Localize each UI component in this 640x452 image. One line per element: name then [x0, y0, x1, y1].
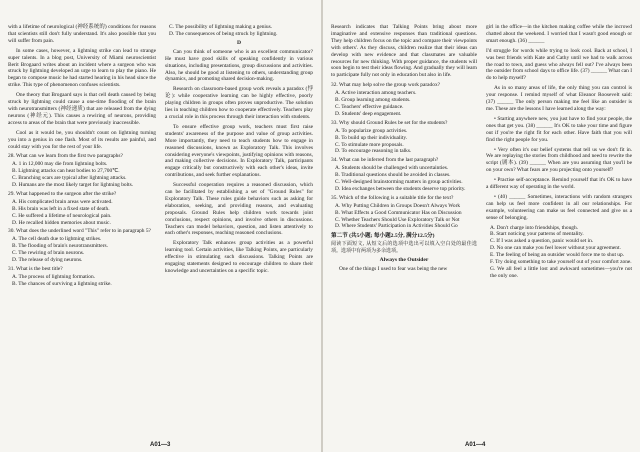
paragraph: Can you think of someone who is an excellent communicator? He must have good skills of speaking confidently in various situations, including presentations, group discussions and activities. Also, he should be good at listening to others, understanding group dynamics, and promoting shared decision-making.: [165, 48, 313, 83]
answer-option: B. What Effects a Good Communicator Has on Discussion: [335, 209, 462, 216]
paragraph: Cool as it would be, you shouldn't count on lightning turning you into a genius in one flash. Most of its results are painful, and could stay with you for the rest of your life.: [8, 129, 156, 150]
answer-option: C. If I was asked a question, panic would set in.: [490, 238, 594, 245]
paragraph: I'd struggle for words while trying to look cool. Back at school, I was best friends with Kate and Cathy until we had to walk across the road to town, and guess who always fell out? I've always been the outsider from school days to office life. (37) ______ What can I do to help myself?: [486, 47, 632, 82]
answer-option: A. Students should be challenged with uncertainties.: [335, 165, 449, 172]
paragraph: girl in the office—in the kitchen making coffee while the incrowd chatted about the weekend. I worried that I wasn't good enough or smart enough. (36) ______: [486, 24, 632, 44]
answer-option: A. To popularize group activities.: [335, 127, 408, 134]
instructions: 阅读下面短文, 从短文后的选项中选出可以填入空白处的最佳选项。选项中有两项为多余选项。: [331, 241, 477, 255]
question-stem: 32. What may help solve the group work paradox?: [331, 82, 441, 89]
paragraph: In some cases, however, a lightning strike can lead to strange super talents. In a blog post, University of Miami neuroscientist Berit Brogaard writes about an incident where a surgeon who was struck by lightning developed an urge to learn to play the piano. He began to compose music he had started hearing in his head since the strike. This type of phenomenon confuses scientists.: [8, 47, 156, 89]
answer-option: C. He suffered a lifetime of neurological pain.: [12, 212, 112, 219]
right-page-column-2: [486, 24, 632, 280]
answer-option: D. Students' deep engagement.: [335, 110, 402, 117]
question-stem: 35. Which of the following is a suitable title for the text?: [331, 194, 454, 201]
answer-option: C. To stimulate more proposals.: [335, 141, 404, 148]
answer-option: D. Where Students' Participation in Activities Should Go: [335, 223, 458, 230]
paragraph: • Very often it's our belief systems that tell us we don't fit in. We are replaying the stories from childhood and need to rewrite the script (剧本). (39) ______ When are you assuming that you'll be on your own? What fears are you projecting onto yourself?: [486, 146, 632, 174]
question-stem: 30. What does the underlined word "This" refer to in paragraph 5?: [8, 228, 151, 235]
section-heading: 第二节 (共5小题; 每小题2.5分, 满分12.5分): [331, 233, 435, 240]
left-page-number: A01—3: [150, 442, 171, 448]
answer-option: C. Whether Teachers Should Use Exploratory Talk or Not: [335, 216, 460, 223]
answer-option: B. Traditional questions should be avoided in classes.: [335, 172, 451, 179]
question-stem: 29. What happened to the surgeon after the strike?: [8, 190, 117, 197]
paragraph: Successful cooperation requires a reasoned discussion, which can be facilitated by establishing a set of "Ground Rules" for Exploratory Talk. These rules guide behaviors such as asking for elaboration, seeking, and providing reasons, and evaluating proposals. Ground Rules help children work towards joint conclusions, respect opinions, and involve others in discussions. Teachers can model behaviors, question, and listen attentively to each other's responses, reaching reasoned conclusions.: [165, 182, 313, 237]
answer-option: A. The cell death due to lightning strikes.: [12, 236, 102, 243]
paragraph: Research on classroom-based group work reveals a paradox (悖论): while cooperative learning can be highly effective, poorly playing children in groups often proves unproductive. The solution lies in teaching children how to cooperate effectively. Teachers play a crucial role in this process through their interaction with students.: [165, 86, 313, 120]
answer-option: E. The feeling of being an outsider would force me to shut up.: [490, 252, 625, 259]
right-page-column-1: [331, 24, 477, 280]
answer-option: C. Branching scars are typical after lightning attacks.: [12, 175, 127, 182]
paragraph: • Practise self-acceptance. Remind yourself that it's OK to have a different way of operating in the world.: [486, 177, 632, 191]
answer-option: C. Well-designed brainstorming matters in group activities.: [335, 179, 463, 186]
answer-option: D. He recalled hidden memories about music.: [12, 219, 111, 226]
answer-option: B. The flooding of brain's neurotransmitters.: [12, 243, 108, 250]
paragraph: To ensure effective group work, teachers must first raise students' awareness of the purpose and value of group activities. More importantly, they need to teach students how to engage in reasoned discussions, known as Exploratory Talk. This involves considering everyone's viewpoints, justifying opinions with reasons, and making collective decisions. In Exploratory Talk, participants engage critically but constructively with each other's ideas, invite contributions, and seek further explanations.: [165, 123, 313, 179]
question-stem: 31. What is the best title?: [8, 266, 63, 272]
answer-option: F. Try doing something to take yourself out of your comfort zone.: [490, 259, 632, 266]
answer-option: C. Teachers' effective guidance.: [335, 103, 404, 110]
paragraph: Research indicates that Talking Points bring about more imaginative and extensive responses than traditional questions. They help children focus on the topic and compare their viewpoints with others'. As they discuss, children realize that their ideas can develop with new evidence and that classmates are valuable resources for new thinking. With proper guidance, the students will soon begin to test their ideas flowing. And gradually they will learn to participate fully not only in education but also in life.: [331, 24, 477, 79]
paragraph: As in so many areas of life, the only thing you can control is your response. I remind myself of what Eleanor Roosevelt said: (37) ______ The only person making me feel like an outsider is me. These are the lessons I have learned along the way:: [486, 85, 632, 112]
answer-option: A. Why Putting Children in Groups Doesn't Always Work: [335, 202, 461, 209]
paragraph: One of the things I used to fear was being the new: [339, 265, 448, 272]
answer-option: D. To encourage reasoning in talks.: [335, 148, 412, 155]
answer-option: D. Humans are the most likely target for lightning bolts.: [12, 182, 134, 189]
answer-option: A. The process of lightning formation.: [12, 273, 95, 280]
answer-option: B. Lightning attacks can heat bodies to 27,700℃.: [12, 168, 120, 175]
question-stem: 34. What can be inferred from the last paragraph?: [331, 157, 439, 164]
answer-option: D. The consequences of being struck by lightning.: [169, 30, 278, 37]
answer-option: B. His brain was left in a fixed state of death.: [12, 205, 110, 212]
left-page-column-1: [8, 24, 156, 288]
left-page-column-2: [165, 24, 313, 288]
answer-option: B. Group learning among students.: [335, 97, 411, 104]
answer-option: D. The release of dying neurons.: [12, 257, 83, 264]
answer-option: B. The chances of surviving a lightning strike.: [12, 280, 112, 287]
right-page: [323, 0, 640, 452]
answer-option: B. To build up their individuality.: [335, 134, 408, 141]
question-stem: 33. Why should Ground Rules be set for the students?: [331, 119, 448, 126]
answer-option: A. Don't charge into friendships, though.: [490, 224, 579, 231]
answer-option: C. The possibility of lightning making a genius.: [169, 24, 273, 30]
paragraph: Exploratory Talk enhances group activities as a powerful learning tool. Certain activities, like Talking Points, are particularly effective in stimulating such discussions. Talking Points are engaging statements designed to encourage children to share their knowledge and uncertainties on a specific topic.: [165, 240, 313, 274]
answer-option: B. Start noticing your patterns of mentality.: [490, 231, 584, 238]
question-stem: 28. What can we learn from the first two paragraphs?: [8, 153, 123, 160]
answer-option: D. No one can make you feel lower without your agreement.: [490, 245, 621, 252]
paragraph: with a lifetime of neurological (神经系统的) conditions for reasons that scientists still don't fully understand. It's also possible that you will suffer from pain.: [8, 24, 156, 44]
answer-option: A. His complicated brain areas were activated.: [12, 198, 113, 205]
right-page-number: A01—4: [465, 442, 486, 448]
answer-option: A. Active interaction among teachers.: [335, 90, 417, 97]
answer-option: G. We all feel a little lost and awkward sometimes—you're not the only one.: [490, 266, 632, 279]
heading: Always the Outsider: [379, 256, 429, 263]
paragraph: • Starting anywhere new, you just have to find your people, the ones that get you. (38) ______ It's OK to take your time and figure out if you're the right fit for each other. Have faith that you will find the right people for you.: [486, 115, 632, 143]
paragraph: One theory that Brogaard says is that cell death caused by being struck by lightning could cause a one-time flooding of the brain with neurotransmitters (神经递质) that are released from the dying neurons (神经元). This causes a rewiring of neurons, providing access to areas of the brain that were previously inaccessible.: [8, 92, 156, 126]
answer-option: C. The rewiring of brain neurons.: [12, 250, 85, 257]
answer-option: A. 1 in 12,000 may die from lightning bolts.: [12, 161, 108, 168]
heading: D: [236, 39, 242, 46]
paragraph: • (40) ______ Sometimes, interactions with random strangers can help us feel more confident in all our relationships. For example, volunteering can make us feel connected and give us a sense of belonging.: [486, 193, 632, 221]
answer-option: D. Idea exchanges between the students deserve top priority.: [335, 185, 466, 192]
